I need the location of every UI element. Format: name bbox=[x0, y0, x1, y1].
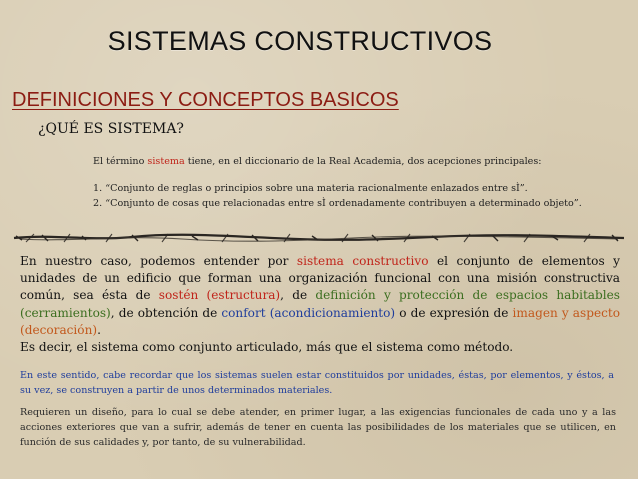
definition-list bbox=[93, 181, 582, 211]
p1-text-5: o de expresión de bbox=[395, 305, 513, 320]
paragraph-composition: En este sentido, cabe recordar que los sistemas suelen estar constituidos por unidades, éstas, por elementos, y éstos, a su vez, se construyen a partir de unos determinados materiales. bbox=[20, 370, 614, 396]
p1-highlight-sistema-constructivo: sistema constructivo bbox=[296, 254, 429, 268]
question-heading: ¿QUÉ ES SISTEMA? bbox=[38, 121, 184, 137]
p1-highlight-confort: confort (acondicionamiento) bbox=[221, 305, 396, 320]
p1-closing-line: Es decir, el sistema como conjunto articulado, más que el sistema como método. bbox=[20, 340, 514, 355]
definition-term: sistema bbox=[147, 156, 185, 167]
definition-pre: El término bbox=[93, 156, 148, 167]
section-subtitle: DEFINICIONES Y CONCEPTOS BASICOS bbox=[12, 89, 399, 111]
p1-text-3: , de bbox=[280, 288, 316, 303]
definition-post: tiene, en el diccionario de la Real Academia, dos acepciones principales: bbox=[184, 156, 542, 167]
decorative-divider bbox=[12, 226, 626, 250]
page-title: SISTEMAS CONSTRUCTIVOS bbox=[107, 26, 493, 56]
p1-text-4: , de obtención de bbox=[110, 305, 222, 320]
definition-item-1: 1. “Conjunto de reglas o principios sobre una materia racionalmente enlazados entre sÌ”. bbox=[93, 183, 528, 194]
p1-text-2: el conjunto de elementos y unidades de un edificio que forman una organización funcional con una misión constructiva común, sea ésta de bbox=[20, 254, 620, 303]
p1-text-6: . bbox=[97, 322, 101, 337]
paragraph-design-requirements: Requieren un diseño, para lo cual se debe atender, en primer lugar, a las exigencias funcionales de cada uno y a las acciones exteriores que van a sufrir, además de tener en cuenta las posibilidades de los materiales que se utilicen, en función de sus calidades y, por tanto, de su vulnerabilidad. bbox=[20, 407, 616, 448]
p1-text-1: En nuestro caso, podemos entender por bbox=[20, 254, 297, 268]
paragraph-definition bbox=[20, 253, 620, 356]
p1-highlight-imagen: imagen y aspecto (decoración) bbox=[20, 305, 621, 337]
p1-highlight-cerramientos: definición y protección de espacios habitables (cerramientos) bbox=[20, 288, 620, 320]
definition-item-2: 2. “Conjunto de cosas que relacionadas entre sÌ ordenadamente contribuyen a determinado objeto”. bbox=[93, 198, 582, 209]
definition-intro bbox=[93, 155, 541, 168]
p1-highlight-sosten: sostén (estructura) bbox=[158, 288, 281, 303]
